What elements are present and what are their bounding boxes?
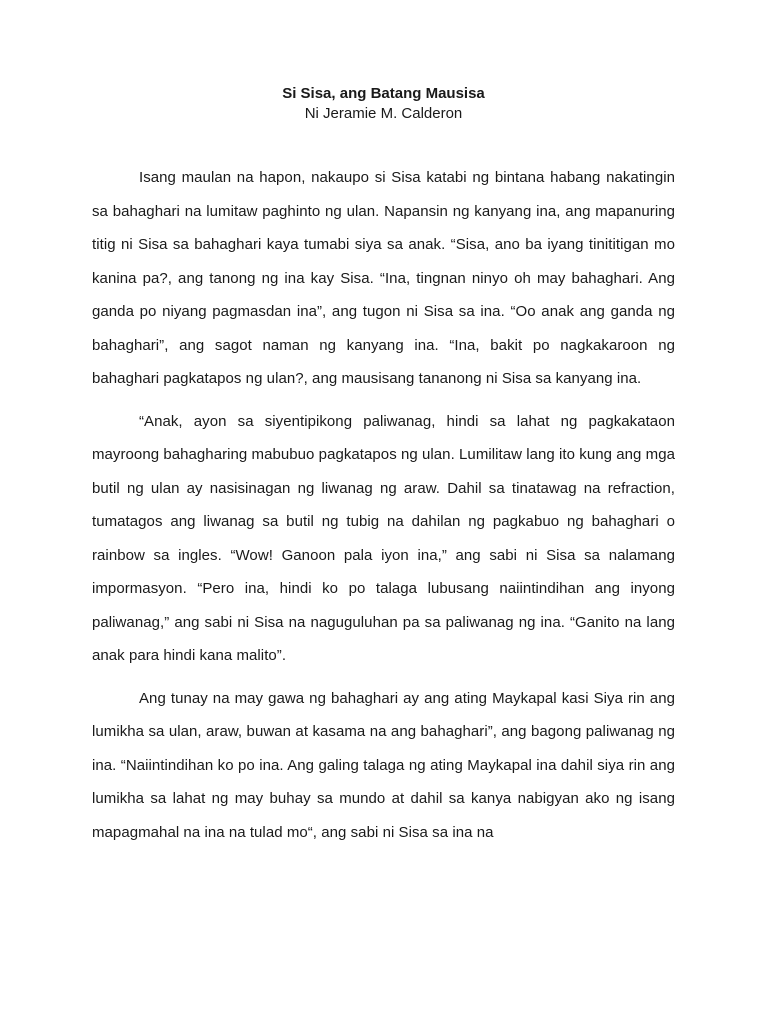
- document-title: Si Sisa, ang Batang Mausisa: [282, 85, 485, 102]
- paragraph-2: “Anak, ayon sa siyentipikong paliwanag, hindi sa lahat ng pagkakataon mayroong bahagharing mabubuo pagkatapos ng ulan. Lumilitaw lang ito kung ang mga butil ng ulan ay nasisinagan ng liwanag ng araw. Dahil sa tinatawag na refraction, tumatagos ang liwanag sa butil ng tubig na dahilan ng pagkabuo ng bahaghari o rainbow sa ingles. “Wow! Ganoon pala iyon ina,” ang sabi ni Sisa sa nalamang impormasyon. “Pero ina, hindi ko po talaga lubusang naiintindihan ang inyong paliwanag,” ang sabi ni Sisa na naguguluhan pa sa paliwanag ng ina. “Ganito na lang anak para hindi kana malito”.: [92, 412, 675, 664]
- paragraph-3: Ang tunay na may gawa ng bahaghari ay ang ating Maykapal kasi Siya rin ang lumikha sa ulan, araw, buwan at kasama na ang bahaghari”, ang bagong paliwanag ng ina. “Naiintindihan ko po ina. Ang galing talaga ng ating Maykapal ina dahil siya rin ang lumikha sa lahat ng may buhay sa mundo at dahil sa kanya nabigyan ako ng isang mapagmahal na ina na tulad mo“, ang sabi ni Sisa sa ina na: [92, 689, 675, 841]
- document-author: Ni Jeramie M. Calderon: [304, 105, 463, 122]
- paragraph-1: Isang maulan na hapon, nakaupo si Sisa katabi ng bintana habang nakatingin sa bahaghari na lumitaw paghinto ng ulan. Napansin ng kanyang ina, ang mapanuring titig ni Sisa sa bahaghari kaya tumabi siya sa anak. “Sisa, ano ba iyang tinititigan mo kanina pa?, ang tanong ng ina kay Sisa. “Ina, tingnan ninyo oh may bahaghari. Ang ganda po niyang pagmasdan ina”, ang tugon ni Sisa sa ina. “Oo anak ang ganda ng bahaghari”, ang sagot naman ng kanyang ina. “Ina, bakit po nagkakaroon ng bahaghari pagkatapos ng ulan?, ang mausisang tananong ni Sisa sa kanyang ina.: [92, 169, 675, 387]
- document-page: [92, 84, 675, 858]
